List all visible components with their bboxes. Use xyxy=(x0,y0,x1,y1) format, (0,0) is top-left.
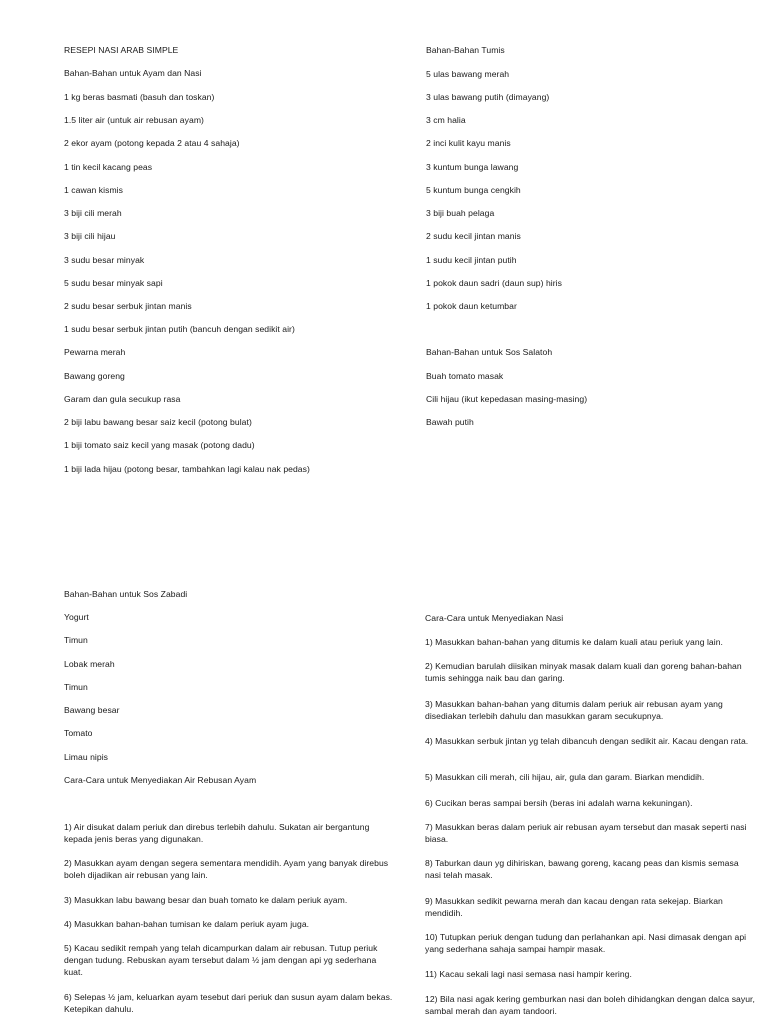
ingredient-item: Lobak merah xyxy=(64,659,115,669)
step-item: 7) Masukkan beras dalam periuk air rebusan ayam tersebut dan masak seperti nasi biasa. xyxy=(425,822,747,844)
ingredient-item: 1 kg beras basmati (basuh dan toskan) xyxy=(64,92,215,102)
ingredient-item: 3 cm halia xyxy=(426,115,466,125)
ingredient-item: Garam dan gula secukup rasa xyxy=(64,394,181,404)
section-heading: Bahan-Bahan untuk Sos Salatoh xyxy=(426,347,553,357)
step-item: 10) Tutupkan periuk dengan tudung dan perlahankan api. Nasi dimasak dengan api yang sederhana sahaja sampai hampir masak. xyxy=(425,932,747,954)
step-item: 6) Cucikan beras sampai bersih (beras ini adalah warna kekuningan). xyxy=(425,798,693,808)
ingredient-item: Bawang besar xyxy=(64,705,120,715)
ingredient-item: Timun xyxy=(64,635,88,645)
step-item: 2) Masukkan ayam dengan segera sementara mendidih. Ayam yang banyak direbus boleh dijadikan air rebusan yang lain. xyxy=(64,858,389,880)
ingredient-item: 1 tin kecil kacang peas xyxy=(64,162,153,172)
step-item: 4) Masukkan serbuk jintan yg telah dibancuh dengan sedikit air. Kacau dengan rata. xyxy=(425,736,749,746)
ingredient-item: 1 sudu kecil jintan putih xyxy=(426,255,517,265)
ingredient-item: Buah tomato masak xyxy=(426,371,504,381)
step-item: 2) Kemudian barulah diisikan minyak masak dalam kuali dan goreng bahan-bahan tumis sehingga naik bau dan garing. xyxy=(425,661,742,683)
ingredient-item: 3 sudu besar minyak xyxy=(64,255,145,265)
ingredient-item: 2 biji labu bawang besar saiz kecil (potong bulat) xyxy=(64,417,252,427)
ingredient-item: Tomato xyxy=(64,728,93,738)
step-item: 3) Masukkan bahan-bahan yang ditumis dalam periuk air rebusan ayam yang disediakan terlebih dahulu dan masukkan garam secukupnya. xyxy=(425,699,723,721)
step-item: 4) Masukkan bahan-bahan tumisan ke dalam periuk ayam juga. xyxy=(64,919,310,929)
step-item: 12) Bila nasi agak kering gemburkan nasi dan boleh dihidangkan dengan dalca sayur, sambal merah dan ayam tandoori. xyxy=(425,994,755,1016)
ingredient-item: 1 pokok daun sadri (daun sup) hiris xyxy=(426,278,562,288)
section-heading: Bahan-Bahan untuk Sos Zabadi xyxy=(64,589,188,599)
step-item: 5) Kacau sedikit rempah yang telah dicampurkan dalam air rebusan. Tutup periuk dengan tudung. Rebuskan ayam tersebut dalam ½ jam dengan api yg sederhana kuat. xyxy=(64,943,378,977)
ingredient-item: 3 biji buah pelaga xyxy=(426,208,495,218)
ingredient-item: Pewarna merah xyxy=(64,347,126,357)
ingredient-item: 1 pokok daun ketumbar xyxy=(426,301,517,311)
step-item: 5) Masukkan cili merah, cili hijau, air, gula dan garam. Biarkan mendidih. xyxy=(425,772,705,782)
ingredient-item: Bawang goreng xyxy=(64,371,125,381)
ingredient-item: 2 ekor ayam (potong kepada 2 atau 4 sahaja) xyxy=(64,138,240,148)
ingredient-item: 1 cawan kismis xyxy=(64,185,123,195)
section-heading: Cara-Cara untuk Menyediakan Air Rebusan Ayam xyxy=(64,775,257,785)
ingredient-item: 3 kuntum bunga lawang xyxy=(426,162,519,172)
recipe-title: RESEPI NASI ARAB SIMPLE xyxy=(64,45,179,55)
step-item: 1) Masukkan bahan-bahan yang ditumis ke dalam kuali atau periuk yang lain. xyxy=(425,637,723,647)
ingredient-item: 2 sudu kecil jintan manis xyxy=(426,231,521,241)
section-heading: Bahan-Bahan untuk Ayam dan Nasi xyxy=(64,68,202,78)
step-item: 3) Masukkan labu bawang besar dan buah tomato ke dalam periuk ayam. xyxy=(64,895,348,905)
ingredient-item: 2 sudu besar serbuk jintan manis xyxy=(64,301,192,311)
step-item: 6) Selepas ½ jam, keluarkan ayam tesebut dari periuk dan susun ayam dalam bekas. Ketepikan dahulu. xyxy=(64,992,393,1014)
ingredient-item: 3 ulas bawang putih (dimayang) xyxy=(426,92,550,102)
ingredient-item: 2 inci kulit kayu manis xyxy=(426,138,511,148)
section-heading: Bahan-Bahan Tumis xyxy=(426,45,505,55)
ingredient-item: 5 kuntum bunga cengkih xyxy=(426,185,521,195)
ingredient-item: 3 biji cili merah xyxy=(64,208,122,218)
ingredient-item: 5 sudu besar minyak sapi xyxy=(64,278,163,288)
ingredient-item: 1 biji lada hijau (potong besar, tambahkan lagi kalau nak pedas) xyxy=(64,464,310,474)
step-item: 1) Air disukat dalam periuk dan direbus terlebih dahulu. Sukatan air bergantung kepada jenis beras yang digunakan. xyxy=(64,822,370,844)
ingredient-item: 1 sudu besar serbuk jintan putih (bancuh dengan sedikit air) xyxy=(64,324,295,334)
ingredient-item: 5 ulas bawang merah xyxy=(426,69,510,79)
ingredient-item: Limau nipis xyxy=(64,752,109,762)
ingredient-item: Timun xyxy=(64,682,88,692)
section-heading: Cara-Cara untuk Menyediakan Nasi xyxy=(425,613,564,623)
ingredient-item: 1 biji tomato saiz kecil yang masak (potong dadu) xyxy=(64,440,255,450)
ingredient-item: 3 biji cili hijau xyxy=(64,231,116,241)
ingredient-item: Cili hijau (ikut kepedasan masing-masing) xyxy=(426,394,588,404)
ingredient-item: Bawah putih xyxy=(426,417,474,427)
step-item: 11) Kacau sekali lagi nasi semasa nasi hampir kering. xyxy=(425,969,632,979)
step-item: 8) Taburkan daun yg dihiriskan, bawang goreng, kacang peas dan kismis semasa nasi telah masak. xyxy=(425,858,739,880)
step-item: 9) Masukkan sedikit pewarna merah dan kacau dengan rata sekejap. Biarkan mendidih. xyxy=(425,896,723,918)
ingredient-item: Yogurt xyxy=(64,612,89,622)
ingredient-item: 1.5 liter air (untuk air rebusan ayam) xyxy=(64,115,204,125)
